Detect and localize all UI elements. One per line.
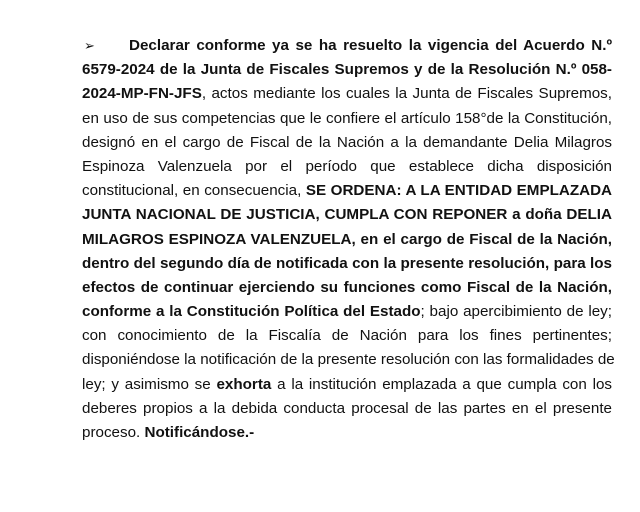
text-bold: MILAGROS ESPINOZA VALENZUELA, en el cargo de Fiscal de la Nación, <box>82 230 612 248</box>
text-bold: dentro del segundo día de notificada con la presente resolución, para los <box>82 254 612 272</box>
text-line <box>82 276 612 300</box>
closing-notification: Notificándose.- <box>144 424 255 441</box>
text-regular: designó en el cargo de Fiscal de la Nación a la demandante Delia Milagros <box>82 133 612 151</box>
text-line <box>82 131 612 155</box>
resolution-paragraph <box>82 34 615 445</box>
arrow-bullet-icon: ➢ <box>84 38 95 53</box>
text-line <box>82 179 612 203</box>
text-line <box>82 324 612 348</box>
text-line <box>82 82 612 106</box>
text-regular: , actos mediante los cuales la Junta de Fiscales Supremos, <box>201 85 612 103</box>
text-bold: Declarar conforme ya se ha resuelto la vigencia del Acuerdo N.º <box>129 37 612 54</box>
text-regular: Espinoza Valenzuela por el período que establece dicha disposición <box>82 157 612 175</box>
text-line <box>82 155 612 179</box>
text-line <box>82 107 612 131</box>
text-line <box>82 373 612 397</box>
text-bold: efectos de continuar ejerciendo su funciones como Fiscal de la Nación, <box>82 278 612 296</box>
text-regular: a la institución emplazada a que cumpla con los <box>271 375 612 393</box>
resolution-number: 2024-MP-FN-JFS <box>82 85 202 103</box>
order-heading: SE ORDENA: A LA ENTIDAD EMPLAZADA <box>305 182 613 200</box>
text-line <box>82 397 612 421</box>
text-regular: ley; y asimismo se <box>82 375 217 393</box>
text-regular: disponiéndose la notificación de la presente resolución con las formalidades de <box>82 351 615 369</box>
text-bold: exhorta <box>216 375 272 393</box>
text-line <box>82 252 612 276</box>
text-regular: proceso. <box>82 424 145 441</box>
text-line <box>82 203 612 227</box>
text-line <box>82 58 612 82</box>
text-line <box>82 300 612 324</box>
text-regular: constitucional, en consecuencia, <box>82 182 306 200</box>
text-bold: 6579-2024 de la Junta de Fiscales Supremos y de la Resolución N.º 058- <box>82 61 612 79</box>
text-bold: JUNTA NACIONAL DE JUSTICIA, CUMPLA CON REPONER a doña DELIA <box>82 206 612 224</box>
text-line <box>82 228 612 252</box>
text-line <box>82 34 612 58</box>
text-regular: deberes propios a la debida conducta procesal de las partes en el presente <box>82 399 612 417</box>
text-regular: ; bajo apercibimiento de ley; <box>420 303 612 321</box>
text-regular: en uso de sus competencias que le confiere el artículo 158°de la Constitución, <box>82 109 612 127</box>
text-line <box>82 348 615 372</box>
text-bold: conforme a la Constitución Política del Estado <box>82 303 421 321</box>
text-regular: con conocimiento de la Fiscalía de Nación para los fines pertinentes; <box>82 327 612 345</box>
text-line <box>82 421 612 445</box>
